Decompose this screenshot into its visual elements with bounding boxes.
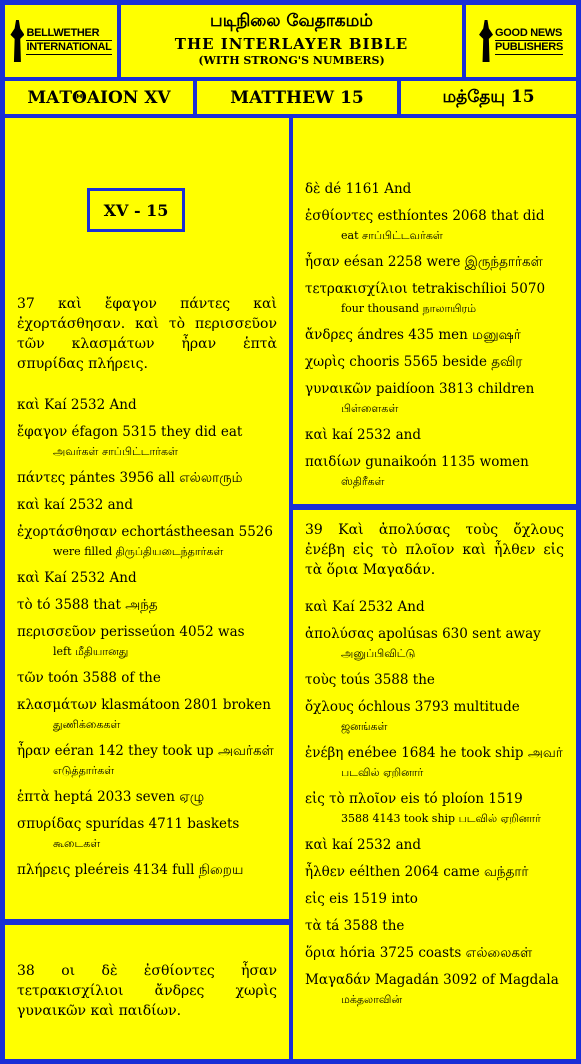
word-entry	[305, 836, 564, 855]
word-entry	[17, 569, 277, 588]
word-entry	[305, 453, 564, 491]
word-entry-line: περισσεῦον perisseúon 4052 was	[17, 624, 245, 640]
word-entry	[305, 380, 564, 418]
good-news-figure-icon	[479, 20, 493, 62]
word-entry-line: σπυρίδας spurídas 4711 baskets	[17, 816, 240, 832]
word-entry	[305, 917, 564, 936]
word-entry-line: ἔφαγον éfagon 5315 they did eat	[17, 424, 243, 440]
verse-37-text: 37 καὶ ἔφαγον πάντες καὶ ἐχορτάσθησαν. καὶ τὸ περισσεῦον τῶν κλασμάτων ἦραν ἑπτὰ σπυρίδας πλήρεις.	[17, 296, 277, 372]
word-entry-line: κλασμάτων klasmátoon 2801 broken	[17, 697, 271, 713]
title-main: THE INTERLAYER BIBLE	[174, 35, 409, 53]
word-entry-gloss: were filled திருப்தியடைந்தார்கள்	[53, 545, 224, 558]
word-entry	[305, 944, 564, 963]
word-entry-line: ἄνδρες ándres 435 men மனுஷர்	[305, 327, 521, 343]
word-entry-line: ἐσθίοντες esthíontes 2068 that did	[305, 208, 545, 224]
word-entry-gloss: eat சாப்பிட்டவர்கள்	[341, 229, 443, 242]
word-entry-gloss: four thousand நாலாயிரம்	[341, 302, 477, 315]
verse-38-entries-panel	[293, 118, 576, 504]
word-entry-line: ἀπολύσας apolúsas 630 sent away	[305, 626, 541, 642]
verse-38-text: 38 οι δὲ ἐσθίοντες ἦσαν τετρακισχίλιοι ἄνδρες χωρὶς γυναικῶν καὶ παιδίων.	[17, 963, 277, 1019]
word-entry-line: εἰς eis 1519 into	[305, 891, 418, 907]
word-entry-line: καὶ kaí 2532 and	[305, 427, 422, 443]
word-entry-line: ὅρια hória 3725 coasts எல்லைகள்	[305, 945, 533, 961]
word-entry-line: τὰ tá 3588 the	[305, 918, 405, 934]
word-entry-line: χωρὶς chooris 5565 beside தவிர	[305, 354, 523, 370]
verse-39-entries	[305, 598, 564, 1009]
word-entry-gloss: எடுத்தார்கள்	[53, 764, 115, 777]
word-entry	[305, 426, 564, 445]
word-entry	[17, 788, 277, 807]
word-entry-gloss: பிள்ளைகள்	[341, 402, 399, 415]
word-entry	[17, 396, 277, 415]
word-entry	[17, 861, 277, 880]
word-entry-line: ἦσαν eésan 2258 were இருந்தார்கள்	[305, 254, 543, 270]
word-entry	[305, 863, 564, 882]
word-entry-line: γυναικῶν paidíoon 3813 children	[305, 381, 535, 397]
word-entry	[17, 696, 277, 734]
word-entry	[17, 623, 277, 661]
good-news-logo	[466, 5, 576, 77]
book-tamil: மத்தேயு 15	[401, 81, 576, 114]
word-entry	[17, 496, 277, 515]
word-entry-line: τοὺς toús 3588 the	[305, 672, 435, 688]
bellwether-figure-icon	[10, 20, 24, 62]
word-entry-line: ἦραν eéran 142 they took up அவர்கள்	[17, 743, 274, 759]
word-entry	[305, 625, 564, 663]
word-entry	[305, 671, 564, 690]
word-entry-gloss: 3588 4143 took ship படவில் ஏறினார்	[341, 812, 541, 825]
word-entry-line: παιδίων gunaikoón 1135 women	[305, 454, 529, 470]
word-entry-line: καὶ Kaí 2532 And	[305, 599, 425, 615]
word-entry-line: καὶ Kaí 2532 And	[17, 397, 137, 413]
word-entry	[305, 598, 564, 617]
verse-38-entries	[293, 118, 576, 491]
title-block	[121, 5, 462, 77]
word-entry	[305, 253, 564, 272]
word-entry	[305, 207, 564, 245]
verse-38-panel	[5, 925, 289, 1059]
word-entry	[305, 971, 564, 1009]
word-entry	[17, 669, 277, 688]
word-entry	[305, 744, 564, 782]
left-logo-line1: BELLWETHER	[26, 27, 111, 41]
right-logo-line1: GOOD NEWS	[495, 27, 563, 39]
word-entry-gloss: துணிக்கைகள்	[53, 718, 121, 731]
word-entry-line: τὸ tó 3588 that அந்த	[17, 597, 158, 613]
verse-37-panel	[5, 118, 289, 919]
word-entry-line: δὲ dé 1161 And	[305, 181, 412, 197]
word-entry	[17, 523, 277, 561]
word-entry-line: Μαγαδάν Magadán 3092 of Magdala	[305, 972, 559, 988]
word-entry	[17, 742, 277, 780]
word-entry-line: πάντες pántes 3956 all எல்லாரும்	[17, 470, 243, 486]
verse-39-text: 39 Καὶ ἀπολύσας τοὺς ὄχλους ἐνέβη εἰς τὸ πλοῖον καὶ ἦλθεν εἰς τὰ ὅρια Μαγαδάν.	[305, 522, 564, 578]
verse-39-panel	[293, 510, 576, 1059]
word-entry	[305, 890, 564, 909]
word-entry	[305, 326, 564, 345]
word-entry-line: καὶ kaí 2532 and	[17, 497, 134, 513]
word-entry-gloss: ஸ்திரீகள்	[341, 475, 385, 488]
word-entry	[17, 815, 277, 853]
word-entry-line: καὶ kaí 2532 and	[305, 837, 422, 853]
word-entry-line: ἦλθεν eélthen 2064 came வந்தார்	[305, 864, 529, 880]
word-entry-line: τετρακισχίλιοι tetrakischílioi 5070	[305, 281, 546, 297]
word-entry	[305, 280, 564, 318]
word-entry	[305, 180, 564, 199]
word-entry	[17, 469, 277, 488]
word-entry-gloss: ஜனங்கள்	[341, 720, 388, 733]
word-entry-line: εἰς τὸ πλοῖον eis tó ploíon 1519	[305, 791, 523, 807]
word-entry-line: ἐχορτάσθησαν echortástheesan 5526	[17, 524, 273, 540]
word-entry-gloss: மக்தலாவின்	[341, 993, 403, 1006]
word-entry-gloss: கூடைகள்	[53, 837, 101, 850]
verse-37-entries	[17, 396, 277, 880]
word-entry-gloss: அவர்கள் சாப்பிட்டார்கள்	[53, 445, 178, 458]
section-label: XV - 15	[87, 188, 185, 232]
word-entry-line: τῶν toón 3588 of the	[17, 670, 161, 686]
book-greek: ΜΑΤΘΑΙΟΝ XV	[5, 81, 193, 114]
word-entry-line: ὄχλους óchlous 3793 multitude	[305, 699, 520, 715]
word-entry-gloss: படவில் ஏறினார்	[341, 766, 424, 779]
right-logo-line2: PUBLISHERS	[495, 41, 563, 53]
word-entry-gloss: left மீதியானது	[53, 645, 129, 658]
word-entry-line: ἑπτὰ heptá 2033 seven ஏழு	[17, 789, 205, 805]
word-entry	[305, 353, 564, 372]
title-tamil: படிநிலை வேதாகமம்	[210, 11, 373, 31]
left-logo-line2: INTERNATIONAL	[26, 41, 112, 53]
title-sub: (WITH STRONG'S NUMBERS)	[198, 54, 385, 67]
word-entry	[17, 423, 277, 461]
book-english: MATTHEW 15	[197, 81, 397, 114]
word-entry-line: πλήρεις pleéreis 4134 full நிறைய	[17, 862, 244, 878]
word-entry-gloss: அனுப்பிவிட்டு	[341, 647, 416, 660]
word-entry	[305, 790, 564, 828]
word-entry-line: καὶ Kaí 2532 And	[17, 570, 137, 586]
word-entry-line: ἐνέβη enébee 1684 he took ship அவர்	[305, 745, 563, 761]
bellwether-logo	[5, 5, 117, 77]
word-entry	[305, 698, 564, 736]
word-entry	[17, 596, 277, 615]
